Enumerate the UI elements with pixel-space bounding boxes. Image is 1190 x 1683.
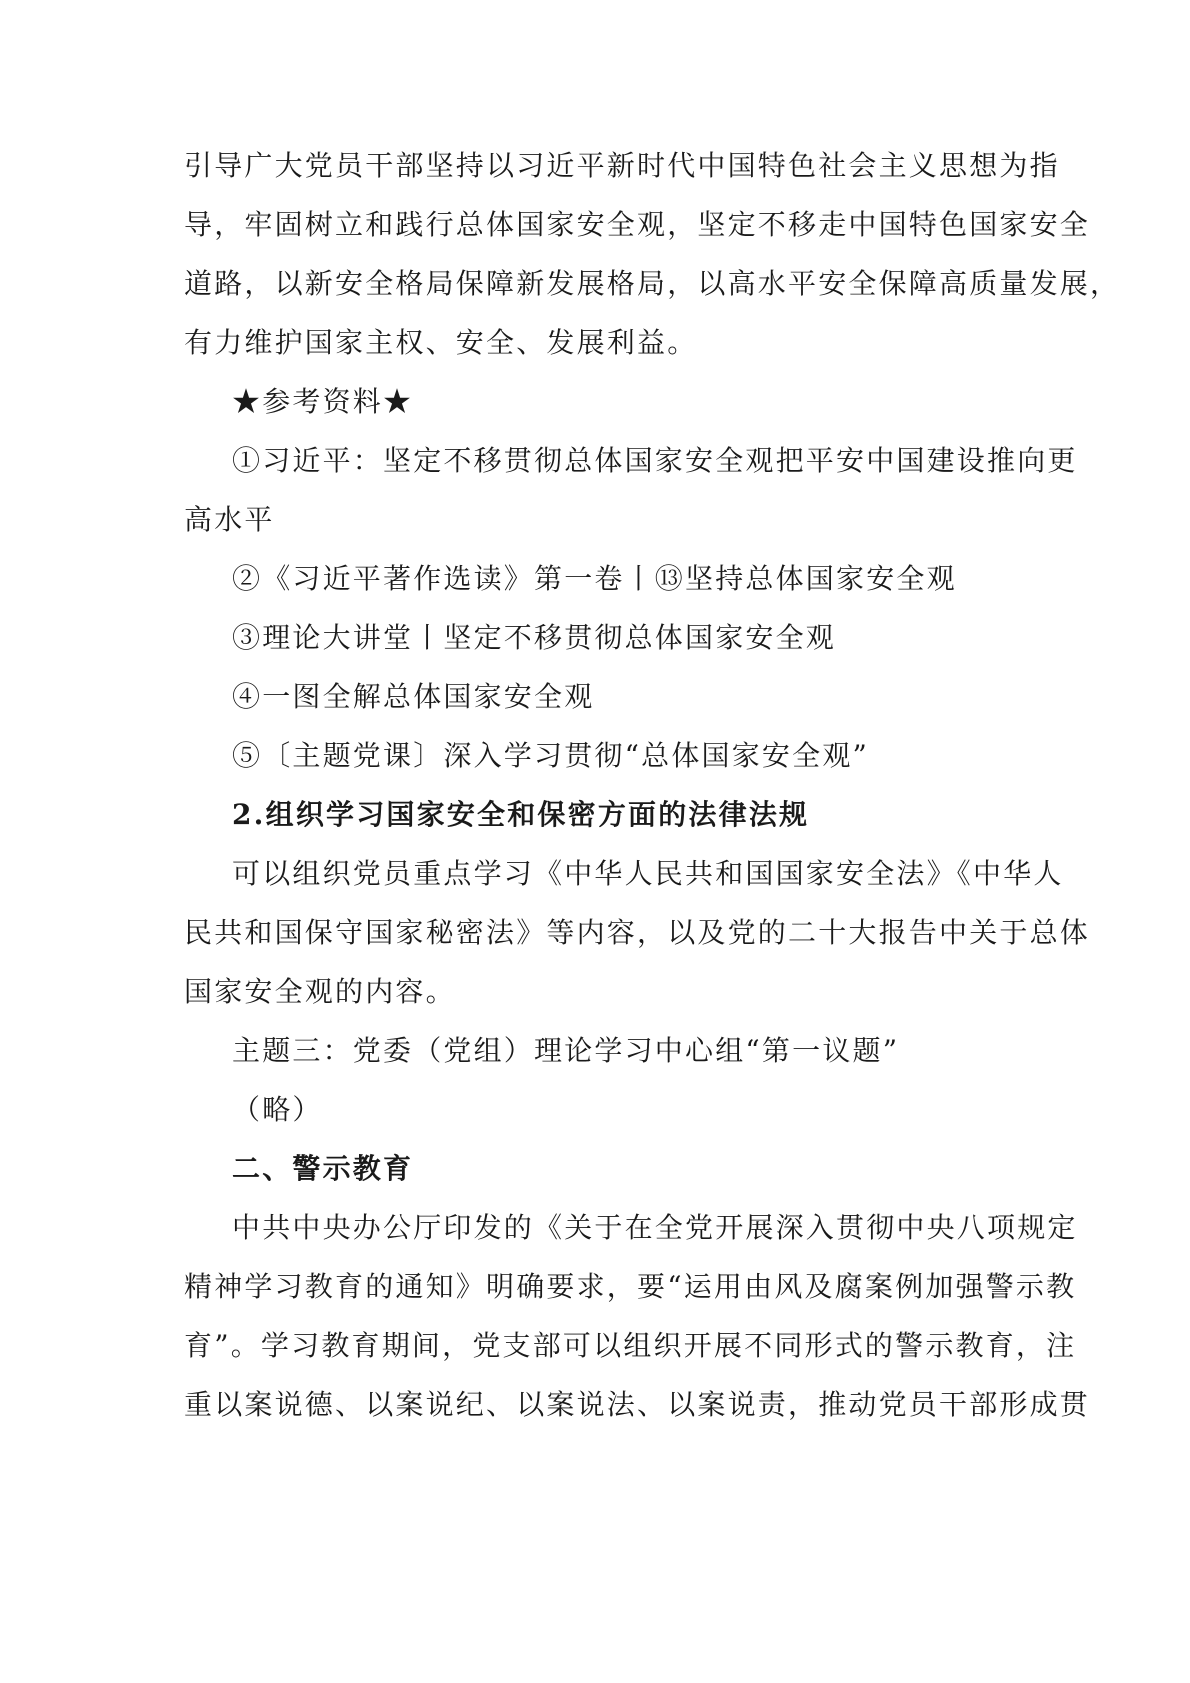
paragraph-line: 有力维护国家主权、安全、发展利益。 — [184, 326, 698, 359]
paragraph-line: 民共和国保守国家秘密法》等内容，以及党的二十大报告中关于总体 — [184, 916, 1091, 949]
section-heading: 2.组织学习国家安全和保密方面的法律法规 — [232, 798, 810, 831]
reference-item-5: ⑤〔主题党课〕深入学习贯彻“总体国家安全观” — [232, 739, 870, 772]
paragraph-line: 可以组织党员重点学习《中华人民共和国国家安全法》《中华人 — [232, 857, 1064, 890]
omitted-note: （略） — [232, 1093, 323, 1126]
paragraph-line: 国家安全观的内容。 — [184, 975, 456, 1008]
reference-item-1-continued: 高水平 — [184, 503, 275, 536]
reference-item-3: ③理论大讲堂丨坚定不移贯彻总体国家安全观 — [232, 621, 837, 654]
section-heading: 二、警示教育 — [232, 1152, 414, 1185]
paragraph-line: 引导广大党员干部坚持以习近平新时代中国特色社会主义思想为指 — [184, 149, 1060, 182]
references-heading: ★参考资料★ — [232, 385, 414, 418]
reference-item-4: ④一图全解总体国家安全观 — [232, 680, 595, 713]
theme-heading: 主题三：党委（党组）理论学习中心组“第一议题” — [232, 1034, 900, 1067]
paragraph-line: 育”。学习教育期间，党支部可以组织开展不同形式的警示教育，注 — [184, 1329, 1077, 1362]
paragraph-line: 重以案说德、以案说纪、以案说法、以案说责，推动党员干部形成贯 — [184, 1388, 1091, 1421]
paragraph-line: 导，牢固树立和践行总体国家安全观，坚定不移走中国特色国家安全 — [184, 208, 1091, 241]
paragraph-line: 精神学习教育的通知》明确要求，要“运用由风及腐案例加强警示教 — [184, 1270, 1077, 1303]
reference-item-1: ①习近平：坚定不移贯彻总体国家安全观把平安中国建设推向更 — [232, 444, 1078, 477]
paragraph-line: 道路，以新安全格局保障新发展格局，以高水平安全保障高质量发展， — [184, 267, 1121, 300]
paragraph-line: 中共中央办公厅印发的《关于在全党开展深入贯彻中央八项规定 — [232, 1211, 1078, 1244]
reference-item-2: ②《习近平著作选读》第一卷丨⑬坚持总体国家安全观 — [232, 562, 957, 595]
